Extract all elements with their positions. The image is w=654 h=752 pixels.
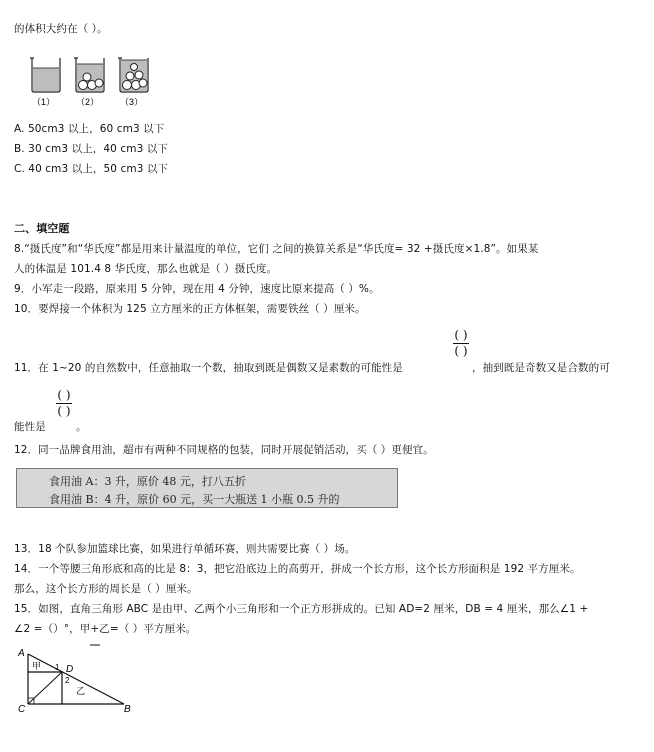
q11-fraction-1-num: ( ) (454, 328, 468, 342)
beaker-1 (30, 58, 60, 92)
oil-a-text: 食用油 A：3 升，原价 48 元，打八五折 (49, 475, 246, 488)
q9-text: 9．小军走一段路，原来用 5 分钟，现在用 4 分钟，速度比原来提高（ ）%。 (14, 283, 380, 295)
label-B: B (124, 704, 131, 714)
beaker-2 (74, 58, 104, 92)
q12-text: 12．同一品牌食用油，超市有两种不同规格的包装，同时开展促销活动，买（ ）更便宜。 (14, 444, 434, 456)
beaker-label-1: （1） (32, 97, 56, 107)
label-D: D (66, 664, 74, 675)
label-A: A (18, 648, 25, 659)
q11-fraction-2-den: ( ) (57, 404, 71, 418)
q8-line1: 8.“摄氏度”和“华氏度”都是用来计量温度的单位，它们 之间的换算关系是“华氏度= 32 +摄氏度×1.8”。如果某 (14, 243, 539, 255)
option-a: A. 50cm3 以上，60 cm3 以下 (14, 123, 165, 135)
q11-fraction-1-den: ( ) (454, 344, 468, 358)
option-c: C. 40 cm3 以上，50 cm3 以下 (14, 163, 169, 175)
q13-text: 13．18 个队参加篮球比赛，如果进行单循环赛，则共需要比赛（ ）场。 (14, 543, 356, 555)
q14-line2: 那么，这个长方形的周长是（ ）厘米。 (14, 583, 198, 595)
q11-line1a: 11．在 1~20 的自然数中，任意抽取一个数，抽取到既是偶数又是素数的可能性是 (14, 362, 403, 374)
beaker-label-3: （3） (120, 97, 144, 107)
beaker-label-2: （2） (76, 97, 100, 107)
q15-line1: 15．如图，直角三角形 ABC 是由甲、乙两个小三角形和一个正方形拼成的。已知 AD=2 厘米，DB = 4 厘米，那么∠1 + (14, 603, 589, 615)
prev-question-stem: 的体积大约在（ ）。 (14, 23, 108, 35)
q8-line2: 人的体温是 101.4 8 华氏度，那么也就是（ ）摄氏度。 (14, 263, 278, 275)
option-b: B. 30 cm3 以上，40 cm3 以下 (14, 143, 169, 155)
section-title: 二、填空题 (14, 222, 70, 235)
q14-line1: 14．一个等腰三角形底和高的比是 8：3，把它沿底边上的高剪开，拼成一个长方形，这个长方形面积是 192 平方厘米。 (14, 563, 581, 575)
q11-fraction-2 (55, 389, 73, 418)
oil-promo-box (16, 468, 398, 508)
oil-b-text: 食用油 B：4 升，原价 60 元，买一大瓶送 1 小瓶 0.5 升的 (49, 493, 340, 506)
label-angle-2: 2 (65, 676, 70, 685)
label-jia: 甲 (32, 661, 42, 671)
q11-fraction-1 (452, 329, 470, 358)
triangle-figure (16, 642, 146, 714)
label-angle-1: 1 (55, 663, 60, 672)
q10-text: 10．要焊接一个体积为 125 立方厘米的正方体框架，需要铁丝（ ）厘米。 (14, 303, 366, 315)
q11-line2-end: 。 (76, 421, 87, 433)
q15-line2: ∠2 =（）°，甲+乙=（ ）平方厘米。 (14, 623, 197, 635)
label-C: C (18, 704, 26, 714)
q11-line2: 能性是 (14, 421, 46, 433)
q11-line1b: ，抽到既是奇数又是合数的可 (472, 362, 610, 374)
beaker-3 (118, 58, 148, 92)
q11-fraction-2-num: ( ) (57, 388, 71, 402)
beaker-figure (26, 52, 166, 110)
label-yi: 乙 (76, 686, 86, 696)
